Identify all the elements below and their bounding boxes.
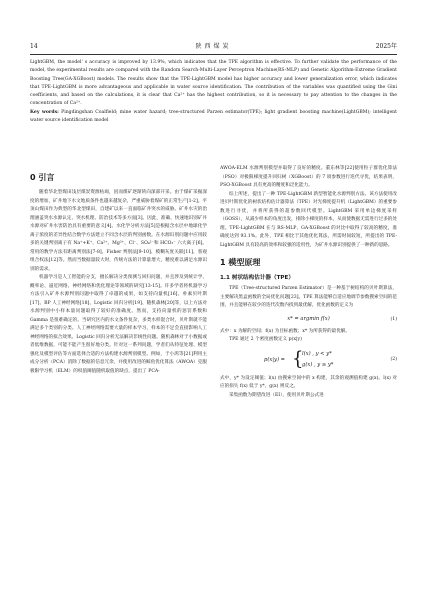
page-number: 14 <box>30 43 38 50</box>
keywords-label: Key words: <box>30 109 59 115</box>
journal-year: 2025年 <box>375 43 397 50</box>
section-title-introduction: 0 引言 <box>30 173 55 182</box>
equation-1-number: (1) <box>390 316 397 322</box>
paragraph: 综上所述，提出了一种 TPE-LightGBM 新型智能化水源判别方法。该方法使用改进贝叶斯优化的树状结构估计器算法（TPE）对光梯度提升机（LightGBM）的重要参数进行寻优，并将所获得的超参数回代模型。LightGBM 采用单边梯度采样（GOSS），从减少样本的角度出发，排除小梯度的样本，从而使数据无需进行过多的处理。TPE-LightGBM 在与 RS-MLP、GA-XGBoost 的对比中取得了较高的精度，准确度达到 93.1%。此外，TPE 相比于其他优化算法，所需时间较短，所提出的 TPE-LightGBM 具有较高的效率和较强的适用性，为矿井水源识别提供了一种新的思路。 <box>220 191 397 248</box>
subsection-title-tpe: 1.1 树状结构估计器（TPE） <box>220 275 294 281</box>
english-abstract <box>30 59 397 125</box>
paragraph: TPE 通过 2 个密度函数定义 p(x|y) <box>229 337 302 342</box>
equation-2 <box>220 348 397 372</box>
keywords <box>30 109 397 126</box>
section-title-model-principle: 1 模型原理 <box>220 258 261 267</box>
equation-2-lhs: p(x|y) = <box>264 356 285 363</box>
header-rule <box>30 54 397 55</box>
paragraph: TPE（Tree-structured Parzen Estimator）是一种基于树结构的贝叶斯算法，主要解决黑盒函数的全局优化问题[23]。TPE 算法能够自适应地调节参数搜索空间的范围，并且能够在较少的迭代次数内找到最优解，优化函数的定义为 <box>220 286 397 308</box>
paragraph: 机器学习是人工智能的分支，擅长解决分类预测与回归问题，并且涉及到统计学、概率论、逼近网络、神经网络和优化理论等领域的研究[13-15]。许多学者将机器学习方法引入矿井水源判别问题中取得了卓越的成果，如支持向量机[16]、朴素贝叶斯[17]、BP 人工神经网络[18]、Logistic 回归分析[19]、随机森林[20]等，以上方法对水源判别中小样本量问题取得了较好的准确度。然而，支持向量机的惩罚系数和 Gamma 是很难确定的。当研究区内的水文条件复杂，多类水样混合时，贝叶斯就不能满足多个类别的分类。人工神经网络需要大量的样本学习，样本的不足会直接影响人工神经网络的拟合效果。Logistic 回归分析无法解决非线性问题。随机森林对于小数据或者低维数据，可能不能产生很好地分类。针对这一系列问题，学者们从特征处理、模型强化及模型评估等方面选择合适的方法构建水源判别模型。例如，于小鸿等[21]利用主成分分析（PCA）消除了数据的信息冗余，并使用改进的鲸鱼优化算法（AWOA）克服极限学习机（ELM）的权值阈值随机取值的缺点，提出了 PCA- <box>30 275 207 374</box>
equation-2-case-2: g(x) , y ≥ y* <box>302 361 334 368</box>
equation-2-case-1: l(x) , y < y* <box>302 350 332 357</box>
abstract-text: LightGBM, the model' s accuracy is improved by 13.9%, which indicates that the TPE algorithm is effective. To further validate the performance of the model, the experimental results are compared with the Random Search-Multi-Layer Perceptron Machine(RS-MLP) and Genetic Algorithm-Extreme Gradient Boosting Tree(GA-XGBoost) models. The results show that the TPE-LightGBM model has higher accuracy and lower generalization error, which indicates that TPE-LightGBM is more advantageous and applicable in water source identification. The contribution of the variables was quantified using the Gini coefficients, and based on the calculations, it is clear that Ca²⁺ has the highest contribution, so it is necessary to pay attention to the changes in the concentration of Ca²⁺. <box>30 60 397 107</box>
equation-2-brace: { <box>292 346 304 369</box>
equation-1 <box>220 313 397 326</box>
paragraph: 式中，y* 为设定阈值；l(x) 由搜索空间中的 x 构建，其余的观测值构建 g(x)。l(x) 对应的损失 f(x) 低于 y*，g(x) 则反之。 <box>220 375 397 389</box>
paragraph: 式中：x 为解的空间；f(x) 为目标函数；x* 为所获得的最优解。 <box>220 328 350 334</box>
equation-2-number: (2) <box>390 356 397 362</box>
paragraph: AWOA-ELM 水源判别模型并取得了良好的精度。董东林等[22]使用粒子群优化算法（PSO）对极限梯度提升回归树（XGBoost）的 7 项参数进行迭代寻优，结果表明，PSO-XGBoost 具有更高的精度和泛化能力。 <box>220 166 397 188</box>
journal-name: 陕西煤炭 <box>195 43 232 50</box>
running-header <box>30 41 397 52</box>
keywords-text: Pingdingshan Coalfield; mine water hazard; tree-structured Parzen estimator(TPE); light gradient boosting machine(LightGBM); intelligent water source identification model <box>30 109 397 124</box>
right-column <box>220 165 397 400</box>
paragraph: 采集函数为期望改进（EI），使用贝叶斯公式进 <box>229 392 324 398</box>
left-column <box>30 165 207 376</box>
paragraph: 随着华北型煤田浅层煤炭资源枯竭，因而煤矿逐渐转向深部开采。由于煤矿采掘深度的增加，矿井地下水文地质条件也越来越复杂，严重威胁着煤矿的正常生产[1-2]。平顶山煤田作为典型的华北型煤田，自建矿以来一直面临矿井突水的威胁。矿井水灾的治理涵盖突水水源认定、突水机理、防治技术等多方面[3]。因此，准确、快速地识别矿井水源对矿井水害防治具有重要的意义[4]。水化学分析方法[5]是根据含水层中地球化学离子浓度的差异性结合数学方法建立不同含水层的判别函数。在水源识别问题中应用较多的关键判别离子有 Na⁺+K⁺、Ca²⁺、Mg²⁺、Cl⁻、SO₄²⁻和 HCO₃⁻ 六大离子[6]。常用的数学方法有距离判别法[7-8]、Fisher 判别法[9-10]、模糊灰度关联[11]、客观组合权法[12]等。然而当数据量较大时，传统方法的计算量增大，精度难以满足水源识别的需求。 <box>30 190 207 272</box>
equation-1-body: x* = argmin f(x) <box>287 315 330 322</box>
